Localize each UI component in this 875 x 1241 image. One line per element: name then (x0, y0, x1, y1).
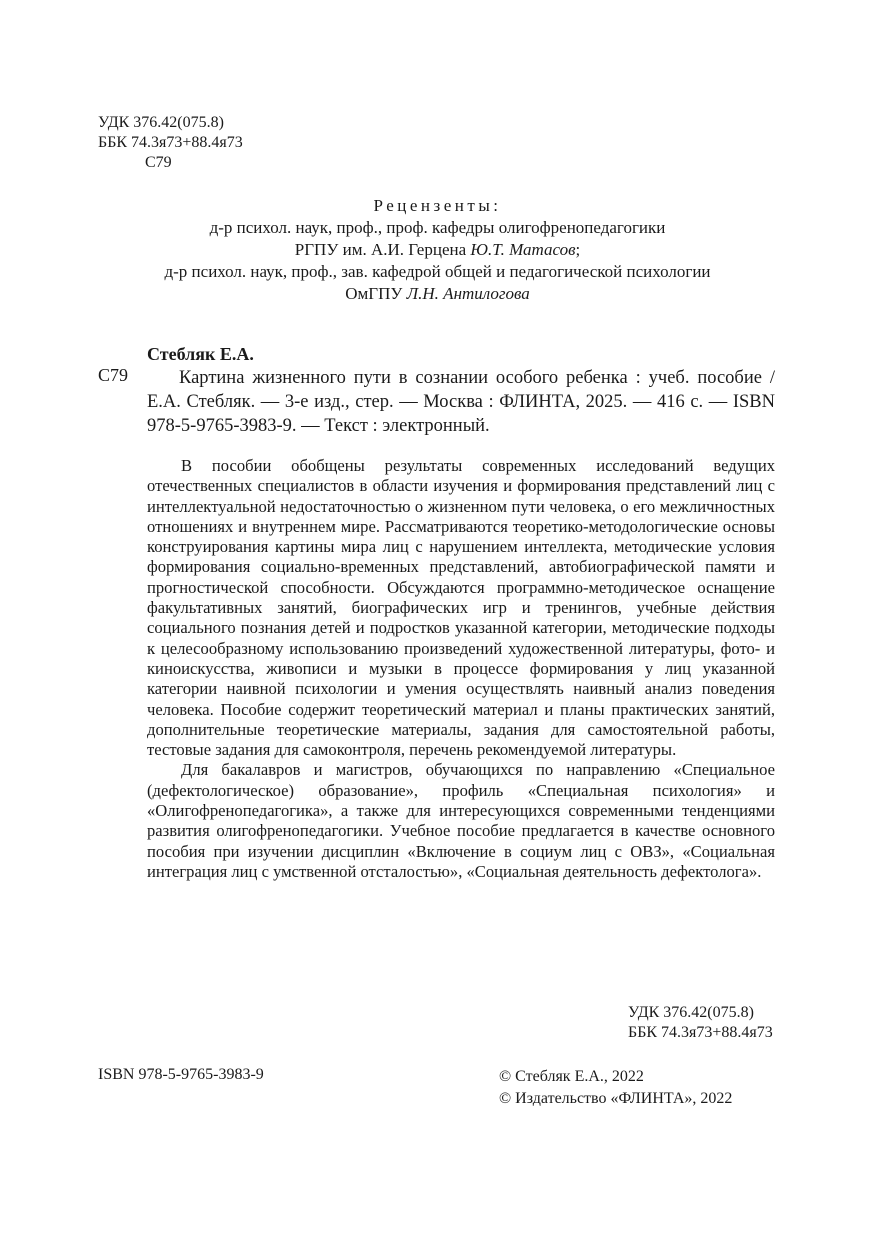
copyright-block (499, 1066, 732, 1110)
bbk-code: ББК 74.3я73+88.4я73 (98, 134, 243, 151)
reviewer-1-org: РГПУ им. А.И. Герцена (294, 240, 467, 259)
bbk-code-bottom: ББК 74.3я73+88.4я73 (628, 1024, 773, 1041)
author-mark: С79 (145, 154, 172, 171)
catalog-code: С79 (98, 365, 129, 385)
copyright-publisher: © Издательство «ФЛИНТА», 2022 (499, 1090, 733, 1107)
reviewer-1-separator: ; (575, 240, 581, 259)
reviewer-1-affiliation (0, 239, 875, 261)
annotation-paragraph-2: Для бакалавров и магистров, обучающихся по направлению «Специальное (дефектологическое) образование», профиль «Специальная психология» и «Олигофренопедагогика», а также для интересующихся современными тенденциями развития олигофренопедагогики. Учебное пособие предлагается в качестве основного пособия при изучении дисциплин «Включение в социум лиц с ОВЗ», «Социальная интеграция лиц с умственной отсталостью», «Социальная деятельность дефектолога». (147, 760, 775, 881)
reviewer-2-name: Л.Н. Антилогова (406, 284, 530, 303)
udk-code: УДК 376.42(075.8) (98, 114, 224, 131)
reviewer-1-title: д-р психол. наук, проф., проф. кафедры олигофренопедагогики (209, 218, 666, 237)
reviewer-2-affiliation (0, 283, 875, 305)
udk-code-bottom: УДК 376.42(075.8) (628, 1004, 754, 1021)
reviewer-2-org: ОмГПУ (345, 284, 403, 303)
classification-codes-top (98, 113, 243, 173)
reviewers-block (0, 195, 875, 305)
isbn: ISBN 978-5-9765-3983-9 (98, 1066, 264, 1083)
reviewers-heading: Рецензенты: (373, 196, 502, 215)
copyright-author: © Стебляк Е.А., 2022 (499, 1068, 644, 1085)
annotation (147, 456, 775, 882)
reviewer-2-title: д-р психол. наук, проф., зав. кафедрой общей и педагогической психологии (164, 262, 711, 281)
reviewer-1-name: Ю.Т. Матасов (470, 240, 576, 259)
catalog-author: Стебляк Е.А. (147, 344, 254, 364)
annotation-paragraph-1: В пособии обобщены результаты современных исследований ведущих отечественных специалистов в области изучения и формирования представлений лиц с интеллектуальной недостаточностью о жизненном пути человека, о его межличностных отношениях и внутреннем мире. Рассматриваются теоретико-методологические основы конструирования картины мира лиц с нарушением интеллекта, методические условия формирования социально-временных представлений, автобиографической памяти и прогностической способности. Обсуждаются программно-методическое оснащение факультативных занятий, биографических игр и тренингов, учебные действия социального познания детей и подростков указанной категории, методические подходы к целесообразному использованию произведений художественной литературы, фото- и киноискусства, живописи и музыки в процессе формирования у лиц указанной категории наивной психологии и умения осуществлять наивный анализ поведения человека. Пособие содержит теоретический материал и планы практических занятий, дополнительные теоретические материалы, задания для самостоятельной работы, тестовые задания для самоконтроля, перечень рекомендуемой литературы. (147, 456, 775, 760)
classification-codes-bottom (628, 1003, 773, 1043)
bibliographic-description: Картина жизненного пути в сознании особого ребенка : учеб. пособие / Е.А. Стебляк. — 3-е изд., стер. — Москва : ФЛИНТА, 2025. — 416 с. — ISBN 978-5-9765-3983-9. — Текст : электронный. (147, 368, 775, 436)
